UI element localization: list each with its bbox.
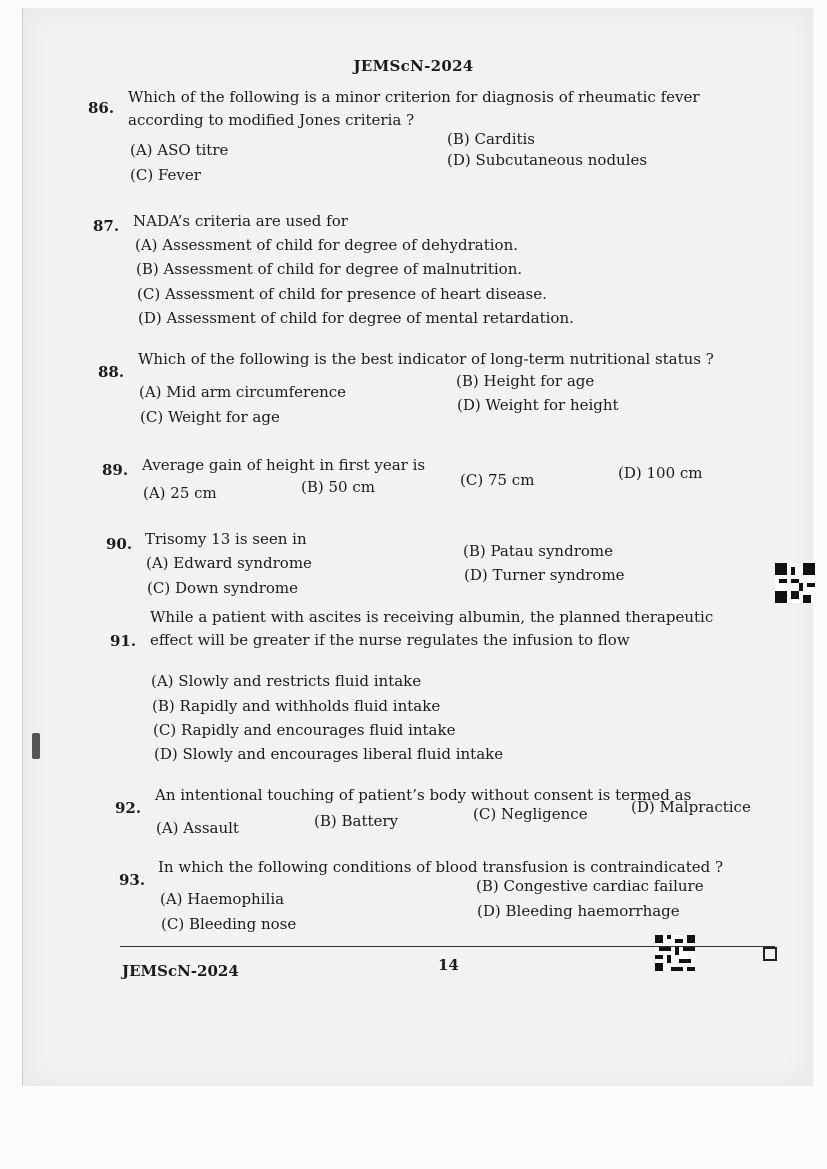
qr-code-icon bbox=[775, 563, 815, 603]
option-d: (D) Bleeding haemorrhage bbox=[477, 902, 680, 920]
footer-divider bbox=[120, 946, 775, 947]
question-number: 93. bbox=[119, 871, 146, 889]
option-b: (B) Patau syndrome bbox=[463, 542, 613, 560]
question-text: An intentional touching of patient’s body without consent is termed as bbox=[155, 786, 692, 804]
option-c: (C) Negligence bbox=[473, 805, 588, 823]
question-number: 86. bbox=[88, 99, 115, 117]
option-b: (B) Assessment of child for degree of malnutrition. bbox=[136, 260, 523, 278]
option-b: (B) Congestive cardiac failure bbox=[476, 877, 704, 895]
page-number: 14 bbox=[438, 956, 459, 974]
page-header-title: JEMScN-2024 bbox=[353, 57, 474, 75]
question-text: Which of the following is a minor criterion for diagnosis of rheumatic fever according to modified Jones criteria ? bbox=[128, 88, 700, 129]
option-a: (A) ASO titre bbox=[130, 141, 229, 159]
question-number: 89. bbox=[102, 461, 129, 479]
question-number: 90. bbox=[106, 535, 133, 553]
option-a: (A) Slowly and restricts fluid intake bbox=[151, 672, 422, 690]
option-d: (D) Malpractice bbox=[631, 798, 751, 816]
option-d: (D) Subcutaneous nodules bbox=[447, 151, 648, 169]
option-b: (B) Height for age bbox=[456, 372, 595, 390]
option-c: (C) Assessment of child for presence of heart disease. bbox=[137, 285, 547, 303]
question-text: NADA’s criteria are used for bbox=[133, 212, 348, 230]
footer-exam-code: JEMScN-2024 bbox=[122, 962, 239, 980]
option-a: (A) 25 cm bbox=[143, 484, 217, 502]
question-number: 91. bbox=[110, 632, 137, 650]
option-d: (D) Turner syndrome bbox=[464, 566, 625, 584]
option-a: (A) Edward syndrome bbox=[146, 554, 312, 572]
option-a: (A) Mid arm circumference bbox=[139, 383, 347, 401]
qr-code-icon bbox=[655, 935, 695, 971]
question-text: In which the following conditions of blood transfusion is contraindicated ? bbox=[158, 858, 724, 876]
question-text: While a patient with ascites is receiving albumin, the planned therapeutic effect will be greater if the nurse regulates the infusion to flow bbox=[150, 608, 714, 649]
option-d: (D) 100 cm bbox=[618, 464, 703, 482]
option-c: (C) Weight for age bbox=[140, 408, 280, 426]
option-c: (C) Down syndrome bbox=[147, 579, 299, 597]
question-text: Which of the following is the best indicator of long-term nutritional status ? bbox=[138, 350, 714, 368]
option-c: (C) Fever bbox=[130, 166, 201, 184]
option-b: (B) 50 cm bbox=[301, 478, 375, 496]
staple-mark bbox=[32, 733, 40, 759]
option-b: (B) Carditis bbox=[447, 130, 536, 148]
question-text: Trisomy 13 is seen in bbox=[145, 530, 307, 548]
option-d: (D) Weight for height bbox=[457, 396, 619, 414]
question-number: 88. bbox=[98, 363, 125, 381]
option-c: (C) 75 cm bbox=[460, 471, 535, 489]
corner-square-icon bbox=[763, 947, 777, 961]
option-a: (A) Assessment of child for degree of dehydration. bbox=[135, 236, 518, 254]
question-number: 87. bbox=[93, 217, 120, 235]
option-b: (B) Battery bbox=[314, 812, 399, 830]
option-c: (C) Rapidly and encourages fluid intake bbox=[153, 721, 456, 739]
option-a: (A) Haemophilia bbox=[160, 890, 285, 908]
option-c: (C) Bleeding nose bbox=[161, 915, 297, 933]
option-b: (B) Rapidly and withholds fluid intake bbox=[152, 697, 441, 715]
option-d: (D) Assessment of child for degree of mental retardation. bbox=[138, 309, 574, 327]
question-number: 92. bbox=[115, 799, 142, 817]
question-text: Average gain of height in first year is bbox=[142, 456, 426, 474]
option-d: (D) Slowly and encourages liberal fluid intake bbox=[154, 745, 504, 763]
option-a: (A) Assault bbox=[156, 819, 239, 837]
